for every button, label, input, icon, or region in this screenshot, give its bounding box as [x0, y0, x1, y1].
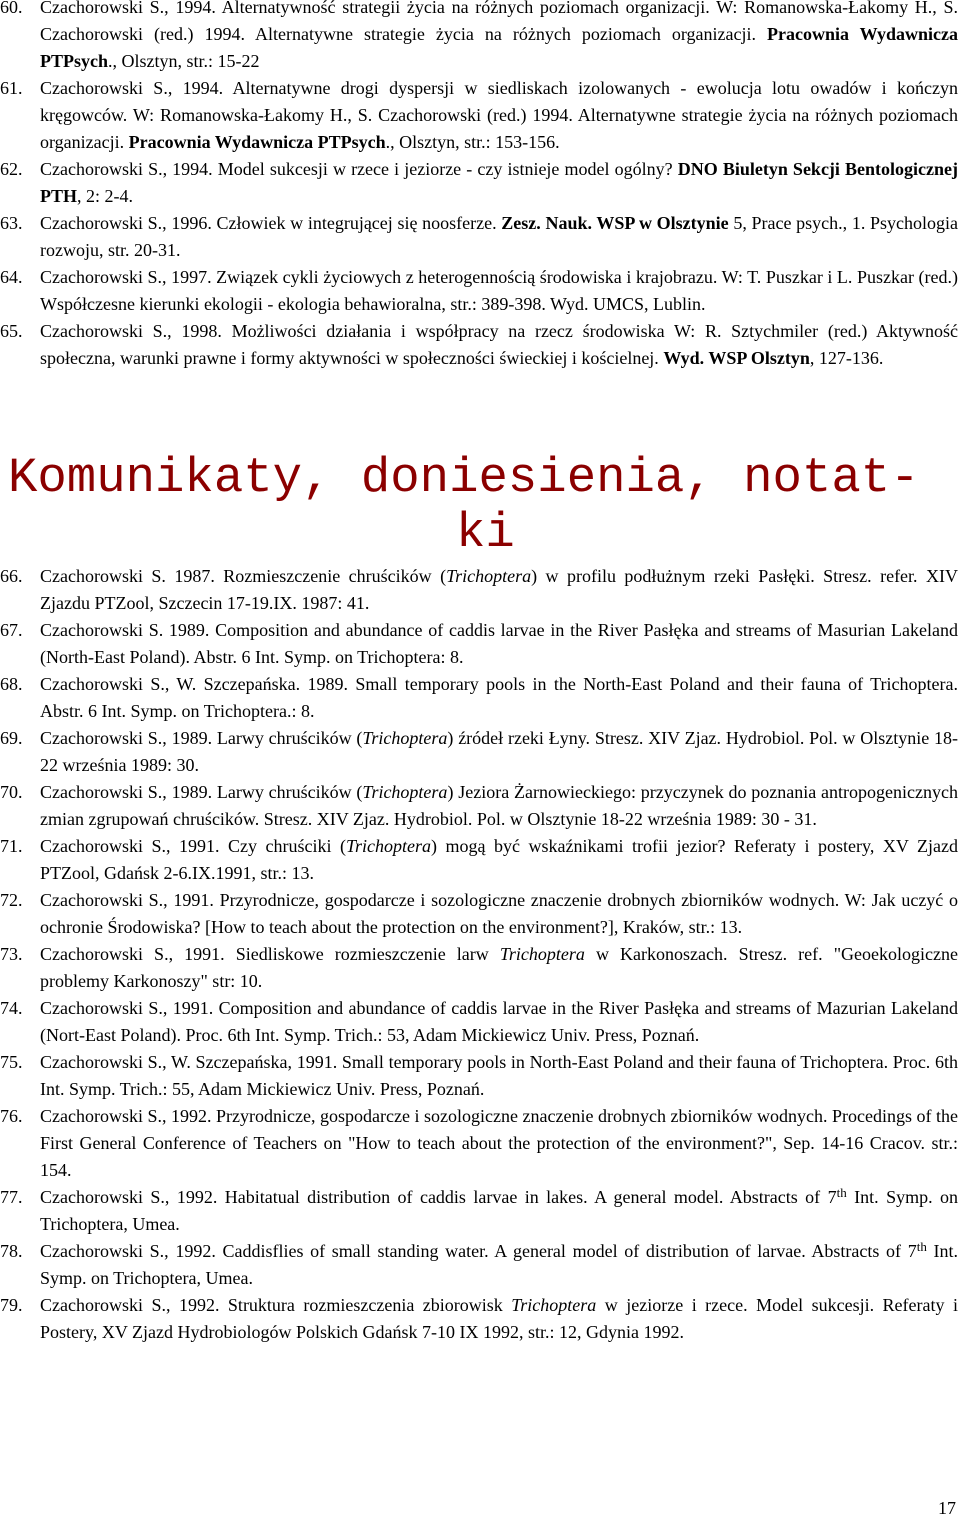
reference-number: 76.	[0, 1106, 23, 1126]
reference-text: Czachorowski S., 1994. Alternatywność strategii życia na różnych poziomach organizacji. W: Romanowska-Łakomy H., S. Czachorowski (red.) 1994. Alternatywne strategie życia na różnych poziomach organizacji.	[40, 0, 958, 44]
reference-text: , 127-136.	[809, 348, 884, 368]
reference-entry	[0, 725, 960, 779]
reference-text: ) źródeł rzeki Łyny. Stresz. XIV Zjaz. Hydrobiol. Pol. w Olsztynie 18-22 września 1989: 30.	[40, 728, 958, 775]
reference-entry	[0, 210, 960, 264]
reference-text: w Karkonoszach. Stresz. ref. "Geoekologiczne problemy Karkonoszy" str: 10.	[40, 944, 959, 991]
reference-text: ., Olsztyn, str.: 15-22	[108, 51, 260, 71]
reference-text: th	[836, 1185, 847, 1200]
reference-entry	[0, 1103, 960, 1184]
reference-number: 60.	[0, 0, 23, 17]
reference-text: Czachorowski S., 1994. Alternatywne drogi dyspersji w siedliskach izolowanych - ewolucja lotu owadów i kończyn kręgowców. W: Romanowska-Łakomy H., S. Czachorowski (red.) 1994. Alternatywne strategie życia na różnych poziomach organizacji.	[40, 78, 958, 152]
reference-entry	[0, 671, 960, 725]
reference-number: 71.	[0, 836, 23, 856]
reference-entry	[0, 1049, 960, 1103]
reference-number: 77.	[0, 1187, 23, 1207]
reference-text: Czachorowski S., 1991. Czy chruściki (	[40, 836, 347, 856]
reference-number: 75.	[0, 1052, 23, 1072]
reference-number: 74.	[0, 998, 23, 1018]
reference-list-publications	[0, 0, 960, 372]
reference-text: Czachorowski S., 1989. Larwy chruścików (	[40, 782, 363, 802]
reference-entry	[0, 1184, 960, 1238]
reference-number: 67.	[0, 620, 23, 640]
reference-text: Int. Symp. on Trichoptera, Umea.	[40, 1241, 958, 1288]
reference-text: Czachorowski S., 1991. Przyrodnicze, gospodarcze i sozologiczne znaczenie drobnych zbiorników wodnych. W: Jak uczyć o ochronie Środowiska? [How to teach about the protection on the environment?], Kraków, str.: 13.	[40, 890, 958, 937]
reference-text: Czachorowski S. 1987. Rozmieszczenie chruścików (	[40, 566, 447, 586]
reference-number: 73.	[0, 944, 23, 964]
reference-text: Trichoptera	[362, 782, 448, 802]
reference-entry	[0, 833, 960, 887]
reference-number: 78.	[0, 1241, 23, 1261]
reference-text: Czachorowski S., 1992. Habitatual distribution of caddis larvae in lakes. A general model. Abstracts of 7	[40, 1187, 837, 1207]
reference-text: Pracownia Wydawnicza PTPsych	[128, 132, 386, 152]
reference-text: Czachorowski S., W. Szczepańska. 1989. Small temporary pools in the North-East Poland and their fauna of Trichoptera. Abstr. 6 Int. Symp. on Trichoptera.: 8.	[40, 674, 958, 721]
reference-text: Czachorowski S., 1997. Związek cykli życiowych z heterogennością środowiska i krajobrazu. W: T. Puszkar i L. Puszkar (red.) Współczesne kierunki ekologii - ekologia behawioralna, str.: 389-398. Wyd. UMCS, Lublin.	[40, 267, 958, 314]
reference-entry	[0, 75, 960, 156]
reference-entry	[0, 779, 960, 833]
reference-text: Czachorowski S., 1992. Struktura rozmieszczenia zbiorowisk	[40, 1295, 512, 1315]
reference-text: Trichoptera	[511, 1295, 597, 1315]
reference-text: ) Jeziora Żarnowieckiego: przyczynek do poznania antropogenicznych zmian zgrupowań chruścików. Stresz. XIV Zjaz. Hydrobiol. Pol. w Olsztynie 18-22 września 1989: 30 - 31.	[40, 782, 958, 829]
reference-entry	[0, 318, 960, 372]
reference-number: 79.	[0, 1295, 23, 1315]
section-heading	[8, 451, 958, 561]
reference-number: 64.	[0, 267, 23, 287]
reference-entry	[0, 1238, 960, 1292]
reference-number: 68.	[0, 674, 23, 694]
reference-text: Trichoptera	[446, 566, 532, 586]
reference-number: 62.	[0, 159, 23, 179]
reference-number: 61.	[0, 78, 23, 98]
reference-number: 69.	[0, 728, 23, 748]
section-heading-line-2: ki	[456, 505, 515, 561]
reference-text: DNO Biuletyn Sekcji Bentologicznej PTH	[40, 159, 958, 206]
reference-text: Zesz. Nauk. WSP w Olsztynie	[501, 213, 729, 233]
reference-list-communications	[0, 563, 960, 1346]
page-number: 17	[938, 1498, 956, 1518]
reference-number: 70.	[0, 782, 23, 802]
reference-entry	[0, 995, 960, 1049]
reference-text: Czachorowski S., 1998. Możliwości działania i współpracy na rzecz środowiska W: R. Sztychmiler (red.) Aktywność społeczna, warunki prawne i formy aktywności w społeczności świeckiej i kościelnej.	[40, 321, 958, 368]
reference-text: Czachorowski S., 1992. Caddisflies of small standing water. A general model of distribution of larvae. Abstracts of 7	[40, 1241, 917, 1261]
reference-text: Pracownia Wydawnicza PTPsych	[40, 24, 958, 71]
reference-entry	[0, 563, 960, 617]
reference-text: Int. Symp. on Trichoptera, Umea.	[40, 1187, 958, 1234]
reference-text: ) mogą być wskaźnikami trofii jezior? Referaty i postery, XV Zjazd PTZool, Gdańsk 2-6.IX.1991, str.: 13.	[40, 836, 958, 883]
reference-entry	[0, 1292, 960, 1346]
reference-text: Czachorowski S., 1991. Composition and abundance of caddis larvae in the River Pasłęka and streams of Mazurian Lakeland (Nort-East Poland). Proc. 6th Int. Symp. Trich.: 53, Adam Mickiewicz Univ. Press, Poznań.	[40, 998, 958, 1045]
reference-number: 66.	[0, 566, 23, 586]
reference-entry	[0, 0, 960, 75]
reference-text: , 2: 2-4.	[77, 186, 134, 206]
reference-text: Czachorowski S., 1992. Przyrodnicze, gospodarcze i sozologiczne znaczenie drobnych zbiorników wodnych. Procedings of the First General Conference of Teachers on "How to teach about the protection of the environment?", Sep. 14-16 Cracov. str.: 154.	[40, 1106, 958, 1180]
reference-text: w jeziorze i rzece. Model sukcesji. Referaty i Postery, XV Zjazd Hydrobiologów Polskich Gdańsk 7-10 IX 1992, str.: 12, Gdynia 1992.	[40, 1295, 958, 1342]
reference-text: Czachorowski S., W. Szczepańska, 1991. Small temporary pools in North-East Poland and their fauna of Trichoptera. Proc. 6th Int. Symp. Trich.: 55, Adam Mickiewicz Univ. Press, Poznań.	[40, 1052, 958, 1099]
reference-number: 63.	[0, 213, 23, 233]
reference-text: Czachorowski S., 1989. Larwy chruścików (	[40, 728, 363, 748]
reference-text: Trichoptera	[499, 944, 585, 964]
reference-text: ., Olsztyn, str.: 153-156.	[385, 132, 560, 152]
section-heading-line-1: Komunikaty, doniesienia, notat-	[8, 450, 920, 506]
reference-text: Czachorowski S., 1994. Model sukcesji w rzece i jeziorze - czy istnieje model ogólny?	[40, 159, 678, 179]
reference-entry	[0, 941, 960, 995]
reference-text: Trichoptera	[346, 836, 432, 856]
reference-text: ) w profilu podłużnym rzeki Pasłęki. Stresz. refer. XIV Zjazdu PTZool, Szczecin 17-19.IX. 1987: 41.	[40, 566, 958, 613]
reference-number: 72.	[0, 890, 23, 910]
reference-text: th	[916, 1239, 927, 1254]
reference-entry	[0, 264, 960, 318]
reference-text: 5, Prace psych., 1. Psychologia rozwoju, str. 20-31.	[40, 213, 959, 260]
reference-entry	[0, 887, 960, 941]
reference-text: Czachorowski S. 1989. Composition and abundance of caddis larvae in the River Pasłęka and streams of Masurian Lakeland (North-East Poland). Abstr. 6 Int. Symp. on Trichoptera: 8.	[40, 620, 958, 667]
reference-text: Trichoptera	[362, 728, 448, 748]
reference-number: 65.	[0, 321, 23, 341]
reference-entry	[0, 617, 960, 671]
reference-entry	[0, 156, 960, 210]
reference-text: Czachorowski S., 1991. Siedliskowe rozmieszczenie larw	[40, 944, 500, 964]
reference-text: Wyd. WSP Olsztyn	[663, 348, 810, 368]
reference-text: Czachorowski S., 1996. Człowiek w integrującej się noosferze.	[40, 213, 502, 233]
